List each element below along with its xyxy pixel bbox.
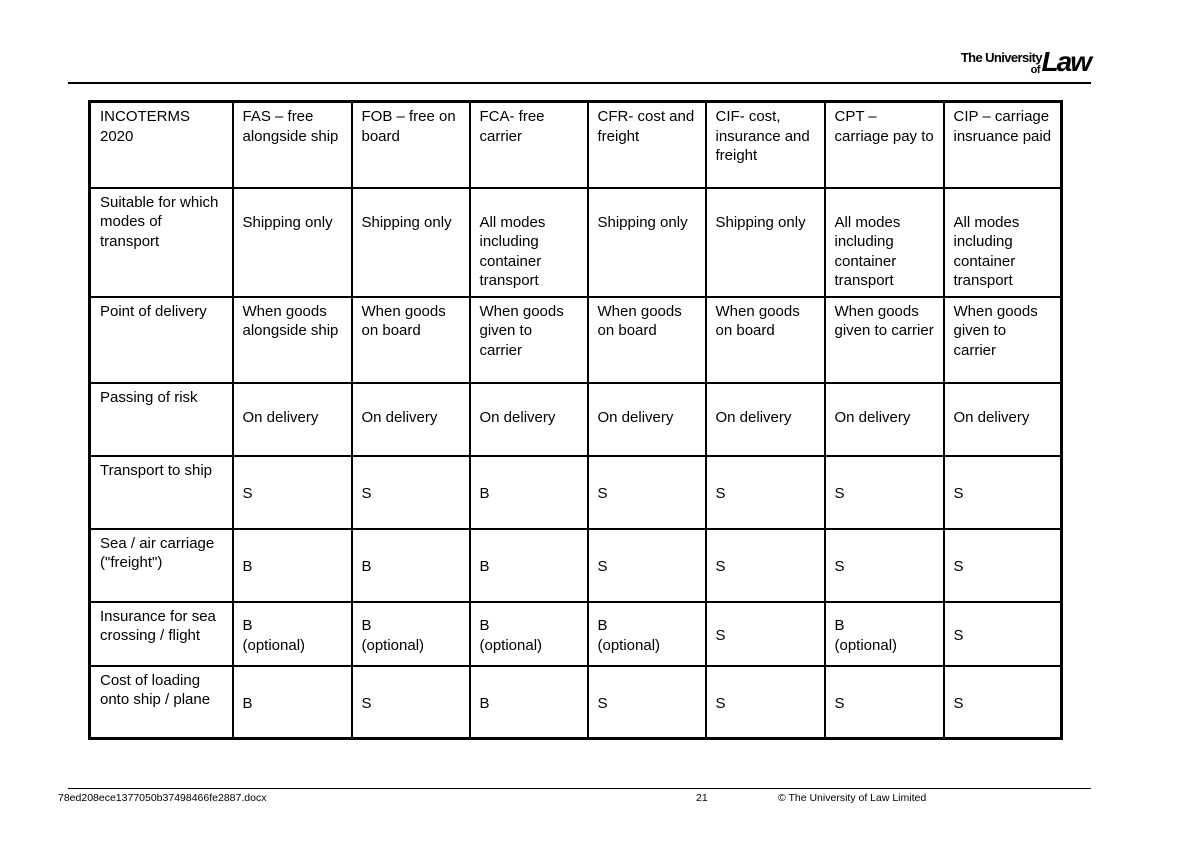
- table-row-sea-air-carriage: [90, 529, 1062, 602]
- table-cell: B (optional): [352, 602, 470, 666]
- table-cell: B: [233, 529, 352, 602]
- header-cell-cip: CIP – carriage insruance paid: [944, 102, 1062, 188]
- table-cell: S: [944, 666, 1062, 739]
- table-cell: Shipping only: [588, 188, 706, 297]
- table-cell: All modes including container transport: [825, 188, 944, 297]
- table-cell: On delivery: [825, 383, 944, 456]
- table-cell: S: [706, 529, 825, 602]
- incoterms-table: [88, 100, 1063, 740]
- table-cell: S: [233, 456, 352, 529]
- table-cell: On delivery: [352, 383, 470, 456]
- table-cell: On delivery: [588, 383, 706, 456]
- table-cell: When goods alongside ship: [233, 297, 352, 383]
- table-cell: Shipping only: [352, 188, 470, 297]
- row-label: Cost of loading onto ship / plane: [90, 666, 233, 739]
- row-label: Insurance for sea crossing / flight: [90, 602, 233, 666]
- table-cell: On delivery: [233, 383, 352, 456]
- footer-filename: 78ed208ece1377050b37498466fe2887.docx: [58, 792, 267, 804]
- table-cell: S: [825, 529, 944, 602]
- university-logo: [940, 44, 1090, 80]
- table-cell: S: [588, 456, 706, 529]
- table-cell: S: [944, 529, 1062, 602]
- table-cell: S: [352, 456, 470, 529]
- row-label: Passing of risk: [90, 383, 233, 456]
- table-cell: Shipping only: [706, 188, 825, 297]
- table-cell: When goods on board: [706, 297, 825, 383]
- table-cell: All modes including container transport: [944, 188, 1062, 297]
- table-cell: S: [706, 456, 825, 529]
- footer-divider: [68, 788, 1091, 789]
- table-cell: B (optional): [470, 602, 588, 666]
- logo-text-law: Law: [1041, 46, 1090, 77]
- table-cell: When goods given to carrier: [944, 297, 1062, 383]
- header-cell-cif: CIF- cost, insurance and freight: [706, 102, 825, 188]
- table-cell: S: [706, 666, 825, 739]
- table-cell: On delivery: [944, 383, 1062, 456]
- table-cell: S: [825, 666, 944, 739]
- footer-copyright: © The University of Law Limited: [778, 792, 927, 804]
- header-cell-fob: FOB – free on board: [352, 102, 470, 188]
- table-cell: On delivery: [706, 383, 825, 456]
- logo-text-of: of: [1030, 64, 1040, 76]
- table-row-insurance: [90, 602, 1062, 666]
- table-cell: S: [825, 456, 944, 529]
- table-cell: S: [352, 666, 470, 739]
- table-row-cost-of-loading: [90, 666, 1062, 739]
- table-cell: B: [470, 529, 588, 602]
- table-row-passing-of-risk: [90, 383, 1062, 456]
- table-cell: S: [706, 602, 825, 666]
- table-cell: All modes including container transport: [470, 188, 588, 297]
- table-cell: When goods given to carrier: [825, 297, 944, 383]
- table-cell: S: [588, 529, 706, 602]
- row-label: Transport to ship: [90, 456, 233, 529]
- table-cell: S: [944, 456, 1062, 529]
- table-row-point-of-delivery: [90, 297, 1062, 383]
- logo-text-the-university: The University: [960, 50, 1042, 65]
- row-label: Suitable for which modes of transport: [90, 188, 233, 297]
- table-cell: B: [470, 666, 588, 739]
- row-label: Sea / air carriage ("freight"): [90, 529, 233, 602]
- table-cell: When goods on board: [352, 297, 470, 383]
- table-cell: S: [588, 666, 706, 739]
- table-cell: B (optional): [588, 602, 706, 666]
- table-cell: B (optional): [825, 602, 944, 666]
- table-cell: B: [352, 529, 470, 602]
- header-cell-cpt: CPT – carriage pay to: [825, 102, 944, 188]
- header-cell-fas: FAS – free alongside ship: [233, 102, 352, 188]
- row-label: Point of delivery: [90, 297, 233, 383]
- table-row-transport-to-ship: [90, 456, 1062, 529]
- table-cell: Shipping only: [233, 188, 352, 297]
- header-cell-cfr: CFR- cost and freight: [588, 102, 706, 188]
- header-cell-incoterms: INCOTERMS 2020: [90, 102, 233, 188]
- header-divider: [68, 82, 1091, 84]
- footer-page-number: 21: [696, 792, 708, 804]
- table-cell: When goods on board: [588, 297, 706, 383]
- table-header-row: [90, 102, 1062, 188]
- table-cell: S: [944, 602, 1062, 666]
- header-cell-fca: FCA- free carrier: [470, 102, 588, 188]
- table-cell: B: [470, 456, 588, 529]
- table-cell: B (optional): [233, 602, 352, 666]
- table-cell: On delivery: [470, 383, 588, 456]
- table-cell: B: [233, 666, 352, 739]
- table-row-transport-modes: [90, 188, 1062, 297]
- table-cell: When goods given to carrier: [470, 297, 588, 383]
